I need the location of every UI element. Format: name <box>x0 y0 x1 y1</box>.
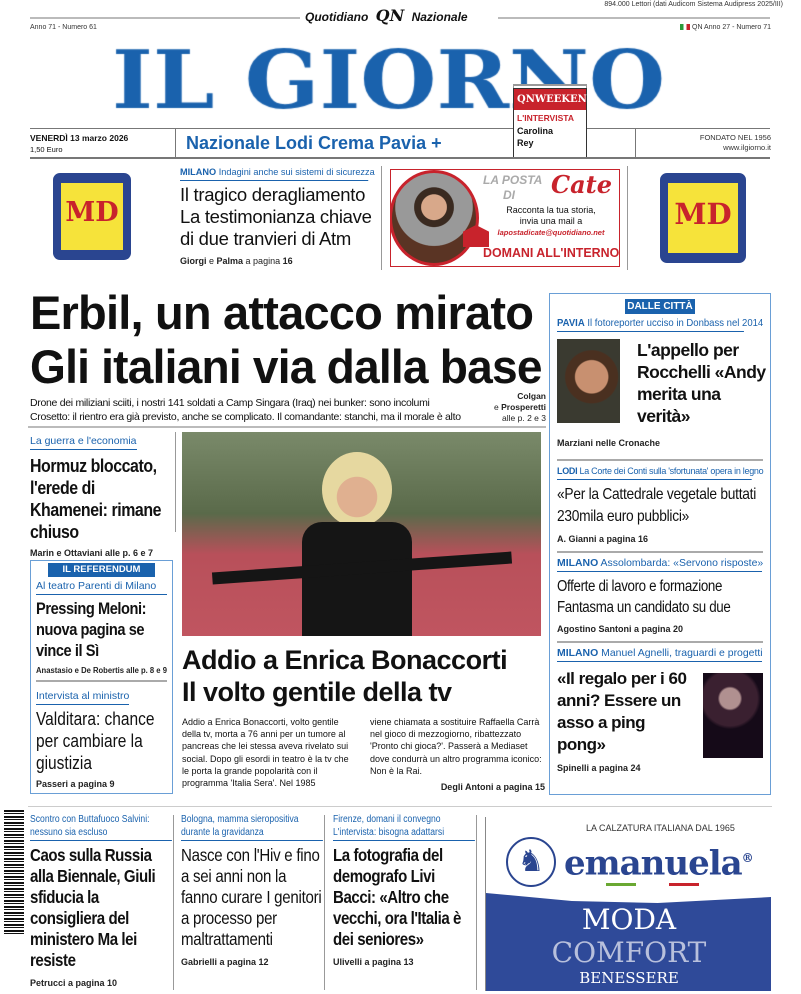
lead-byline: Colgan e Prosperetti alle p. 2 e 3 <box>494 391 546 423</box>
lead-subtitle-line1: Drone dei miliziani sciiti, i nostri 141 soldati a Camp Singara (Iraq) nei bunker: sono incolumi <box>30 397 430 409</box>
cate-text-line2: invia una mail a <box>519 216 583 226</box>
divider <box>587 128 770 129</box>
green-stripe <box>606 883 636 886</box>
qn-logo: QN <box>375 6 405 25</box>
weekend-brand-label: WEEKEND <box>534 94 596 105</box>
weekend-brand <box>514 89 596 110</box>
bottom-kicker: Scontro con Buttafuoco Salvini: nessuno sia escluso <box>30 813 172 841</box>
divider <box>635 128 636 157</box>
agnelli-photo <box>703 673 763 758</box>
city-kicker <box>557 317 764 332</box>
qn-issue-text: QN Anno 27 - Numero 71 <box>692 24 771 31</box>
emanuela-brand-name: emanuela <box>564 843 742 884</box>
city-kicker-text: Il fotoreporter ucciso in Donbass nel 2014 <box>587 317 764 329</box>
cate-cta: DOMANI ALL'INTERNO <box>483 246 620 260</box>
lead-pages: alle p. 2 e 3 <box>502 413 546 423</box>
city-kicker-text: La Corte dei Conti sulla 'sfortunata' opera in legno <box>579 466 764 477</box>
interview-kicker: Intervista al ministro <box>36 690 129 705</box>
bottom-article-biennale[interactable] <box>30 813 172 989</box>
barcode <box>4 810 24 935</box>
city-kicker <box>557 465 764 480</box>
city-kicker-text: Assolombarda: «Servono risposte» <box>600 557 764 569</box>
tram-title-line: La testimonianza chiave <box>180 206 372 227</box>
divider <box>476 815 477 990</box>
emanuela-reg: ® <box>741 851 753 865</box>
slogan-line1: MODA <box>581 903 677 936</box>
edition-name: Nazionale Lodi Crema Pavia + <box>186 133 442 153</box>
dalle-citta-box <box>549 293 771 795</box>
bonaccorti-photo[interactable] <box>182 432 541 636</box>
bottom-title: La fotografia del demografo Livi Bacci: «Altro che vecchi, ora l'Italia è dei seniores» <box>333 845 461 949</box>
cate-photo <box>390 170 479 266</box>
interview-title: Valditara: chance per cambiare la giustizia <box>36 709 155 773</box>
emanuela-tagline: LA CALZATURA ITALIANA DAL 1965 <box>586 823 735 833</box>
referendum-title: Pressing Meloni: nuova pagina se vince il Sì <box>36 599 147 660</box>
city-item-lodi[interactable] <box>557 465 763 551</box>
bottom-article-demografo[interactable] <box>333 813 475 968</box>
cate-email[interactable]: lapostadicate@quotidiano.net <box>497 228 605 237</box>
dalle-citta-label: DALLE CITTÀ <box>625 299 695 314</box>
city-kicker <box>557 647 762 662</box>
divider <box>627 166 628 270</box>
divider <box>557 459 763 461</box>
date: VENERDÌ 13 marzo 2026 <box>30 133 129 143</box>
founded-year: FONDATO NEL 1956 <box>699 133 771 142</box>
weekend-name-first: Carolina <box>517 126 554 136</box>
cate-title <box>483 173 542 203</box>
readers-note: 894.000 Lettori (dati Audicom Sistema Audipress 2025/III) <box>604 1 783 8</box>
hormuz-kicker: La guerra e l'economia <box>30 435 137 450</box>
divider <box>36 680 167 682</box>
city-item-milano-lavoro[interactable] <box>557 557 763 641</box>
issue-date <box>30 133 128 155</box>
tram-title-line: di due tranvieri di Atm <box>180 228 351 249</box>
cate-text <box>483 205 619 238</box>
rocchelli-photo <box>557 339 620 423</box>
cate-text-line1: Racconta la tua storia, <box>506 205 596 215</box>
lead-subtitle-line2: Crosetto: il rientro era già previsto, anche se complicato. Il comandante: stanchi, ma il morale è alto <box>30 411 461 423</box>
bottom-kicker: Firenze, domani il convegno L'intervista: bisogna adattarsi <box>333 813 475 841</box>
referendum-kicker: Al teatro Parenti di Milano <box>36 580 167 595</box>
city-name: MILANO <box>557 647 599 659</box>
bottom-byline: Ulivelli a pagina 13 <box>333 957 414 967</box>
slogan-line2: COMFORT <box>551 936 707 969</box>
bottom-byline: Gabrielli a pagina 12 <box>181 957 269 967</box>
hormuz-article[interactable] <box>30 431 172 559</box>
weekend-box[interactable] <box>513 88 596 158</box>
lead-headline[interactable] <box>30 286 542 394</box>
city-byline: Agostino Santoni a pagina 20 <box>557 624 684 634</box>
network-right: Nazionale <box>411 10 468 24</box>
photo-shape <box>302 522 412 636</box>
tram-city: MILANO <box>180 167 217 178</box>
main-headline[interactable] <box>182 644 541 708</box>
main-headline-line1: Addio a Enrica Bonaccorti <box>182 645 508 675</box>
divider <box>30 17 300 19</box>
bottom-title: Caos sulla Russia alla Biennale, Giuli sfiducia la consigliera del ministero Ma lei resiste <box>30 845 156 970</box>
issue-number: Anno 71 - Numero 61 <box>30 24 97 31</box>
md-logo: MD <box>674 197 732 231</box>
city-title: «Per la Cattedrale vegetale buttati 230mila euro pubblici» <box>557 486 757 525</box>
tram-author1: Giorgi <box>180 256 207 266</box>
emanuela-ad[interactable] <box>485 817 771 991</box>
network-left: Quotidiano <box>305 10 369 24</box>
website[interactable]: www.ilgiorno.it <box>723 143 771 152</box>
main-byline: Degli Antoni a pagina 15 <box>440 782 545 792</box>
interview-byline: Passeri a pagina 9 <box>36 779 115 789</box>
tram-title-line: Il tragico deragliamento <box>180 184 366 205</box>
city-byline: Marziani nelle Cronache <box>557 438 661 448</box>
network-name <box>305 6 468 25</box>
lead-headline-line1: Erbil, un attacco mirato <box>30 286 534 339</box>
city-name: LODI <box>557 466 578 477</box>
referendum-byline: Anastasio e De Robertis alle p. 8 e 9 <box>36 666 167 675</box>
city-item-milano-agnelli[interactable] <box>557 647 763 774</box>
horse-logo-icon: ♞ <box>506 837 556 887</box>
cate-ad[interactable] <box>390 169 620 267</box>
city-item-pavia[interactable] <box>557 317 766 459</box>
bottom-byline: Petrucci a pagina 10 <box>30 978 118 988</box>
hormuz-title: Hormuz bloccato, l'erede di Khamenei: rimane chiuso <box>30 455 162 542</box>
bottom-title: Nasce con l'Hiv e fino a sei anni non la fanno curare I genitori a processo per maltrattamenti <box>181 845 322 949</box>
city-kicker <box>557 557 762 572</box>
slogan-line3: BENESSERE <box>579 969 679 987</box>
tram-title <box>180 184 375 250</box>
lead-headline-line2: Gli italiani via dalla base <box>30 340 542 393</box>
cate-title-line2: DI <box>503 188 515 202</box>
tram-author2: Palma <box>216 256 244 266</box>
divider <box>324 815 325 990</box>
weekend-brand-qn: QN <box>517 94 535 105</box>
city-byline: Spinelli a pagina 24 <box>557 763 641 773</box>
referendum-box[interactable] <box>30 560 173 794</box>
divider <box>30 157 770 159</box>
main-body-col2: viene chiamata a sostituire Raffaella Carrà nel gioco di mezzogiorno, ribattezzato 'Pronto chi gioca?'. Passerà a Mediaset dove condurrà un altro programma iconico: Non è la Rai. <box>370 717 542 776</box>
bottom-article-hiv[interactable] <box>181 813 323 968</box>
qn-issue <box>680 24 771 31</box>
city-kicker-text: Manuel Agnelli, traguardi e progetti <box>601 647 763 659</box>
divider <box>557 641 763 643</box>
main-body-col1: Addio a Enrica Bonaccorti, volto gentile della tv, morta a 76 anni per un tumore al pancreas che lei stessa aveva rivelato sui social. Dopo gli esordi in teatro è la tv che le porta la grande popolarità con il programma 'Italia Sera'. Nel 1985 <box>182 717 349 789</box>
founded <box>700 133 771 153</box>
city-title: «Il regalo per i 60 anni? Essere un asso a ping pong» <box>557 669 687 754</box>
red-stripe <box>669 883 699 886</box>
divider <box>381 166 382 270</box>
city-name: PAVIA <box>557 317 585 329</box>
divider <box>498 17 770 19</box>
bottom-kicker: Bologna, mamma sieropositiva durante la gravidanza <box>181 813 323 841</box>
md-ad-left[interactable] <box>53 173 131 260</box>
weekend-name <box>514 124 586 150</box>
tram-article[interactable] <box>180 166 375 267</box>
city-title: Offerte di lavoro e formazione Fantasma un candidato su due <box>557 578 731 616</box>
weekend-name-last: Rey <box>517 138 534 148</box>
main-headline-line2: Il volto gentile della tv <box>182 677 452 707</box>
tram-byline: Giorgi e Palma a pagina 16 <box>180 256 293 266</box>
price: 1,50 Euro <box>30 145 63 154</box>
lead-subtitle <box>30 396 480 424</box>
photo-shape <box>322 452 392 527</box>
lead-author2: Prosperetti <box>501 402 546 412</box>
tram-kicker-text: Indagini anche sui sistemi di sicurezza <box>218 167 375 178</box>
divider <box>30 128 513 129</box>
city-title: L'appello per Rocchelli «Andy merita una verità» <box>637 340 766 426</box>
cate-name: Cate <box>551 170 613 199</box>
tram-page: 16 <box>282 256 293 266</box>
lead-author1: Colgan <box>517 391 546 401</box>
md-logo: MD <box>65 197 119 228</box>
divider <box>557 551 763 553</box>
city-byline: A. Gianni a pagina 16 <box>557 534 649 544</box>
divider <box>175 432 176 532</box>
md-ad-right[interactable] <box>660 173 746 263</box>
emanuela-slogan <box>486 903 771 987</box>
divider <box>175 128 176 157</box>
city-name: MILANO <box>557 557 599 569</box>
cate-title-line1: LA POSTA <box>483 173 543 187</box>
tram-kicker <box>180 166 375 181</box>
divider <box>28 806 772 807</box>
divider <box>28 426 546 428</box>
hormuz-byline: Marin e Ottaviani alle p. 6 e 7 <box>30 548 154 558</box>
referendum-label: IL REFERENDUM <box>48 563 155 577</box>
emanuela-brand <box>564 837 753 884</box>
italian-flag-icon <box>680 24 690 30</box>
weekend-kicker: L'INTERVISTA <box>517 113 574 123</box>
divider <box>173 815 174 990</box>
